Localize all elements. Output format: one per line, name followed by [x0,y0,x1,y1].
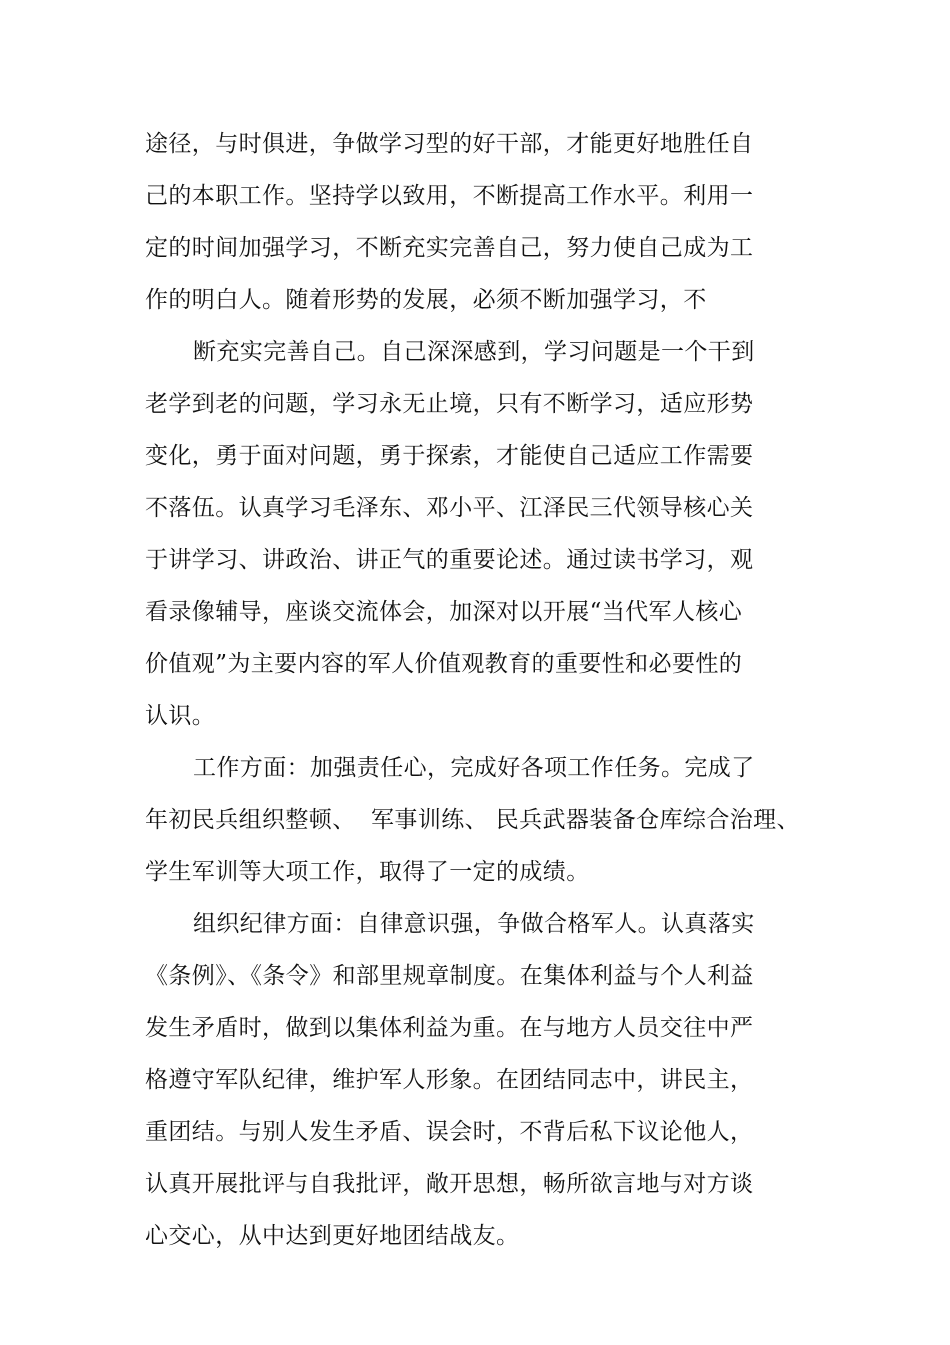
text-line: 格遵守军队纪律，维护军人形象。在团结同志中，讲民主， [145,1067,754,1093]
text-line: 重团结。与别人发生矛盾、误会时，不背后私下议论他人， [145,1119,754,1145]
text-line: 定的时间加强学习，不断充实完善自己，努力使自己成为工 [145,235,754,261]
text-line: 工作方面：加强责任心，完成好各项工作任务。完成了 [193,755,755,781]
text-line: 《条例》、《条令》和部里规章制度。在集体利益与个人利益 [145,963,754,989]
body-text [145,118,805,1262]
text-line: 心交心，从中达到更好地团结战友。 [145,1223,520,1249]
text-line: 老学到老的问题，学习永无止境，只有不断学习，适应形势 [145,391,754,417]
text-line: 途径，与时俱进，争做学习型的好干部，才能更好地胜任自 [145,131,754,157]
text-line: 于讲学习、讲政治、讲正气的重要论述。通过读书学习，观 [145,547,754,573]
text-line: 认真开展批评与自我批评，敞开思想，畅所欲言地与对方谈 [145,1171,754,1197]
text-line: 变化，勇于面对问题，勇于探索，才能使自己适应工作需要 [145,443,754,469]
text-line: 组织纪律方面：自律意识强，争做合格军人。认真落实 [193,911,755,937]
text-line: 学生军训等大项工作，取得了一定的成绩。 [145,859,590,885]
text-line: 认识。 [145,703,216,729]
text-line: 断充实完善自己。自己深深感到，学习问题是一个干到 [193,339,755,365]
text-line: 年初民兵组织整顿、 军事训练、 民兵武器装备仓库综合治理、 [145,807,800,833]
text-line: 作的明白人。随着形势的发展，必须不断加强学习，不 [145,287,707,313]
text-line: 不落伍。认真学习毛泽东、邓小平、江泽民三代领导核心关 [145,495,754,521]
text-line: 发生矛盾时，做到以集体利益为重。在与地方人员交往中严 [145,1015,754,1041]
text-line: 看录像辅导，座谈交流体会，加深对以开展“当代军人核心 [145,599,743,625]
text-line: 己的本职工作。坚持学以致用，不断提高工作水平。利用一 [145,183,754,209]
text-line: 价值观”为主要内容的军人价值观教育的重要性和必要性的 [145,651,743,677]
